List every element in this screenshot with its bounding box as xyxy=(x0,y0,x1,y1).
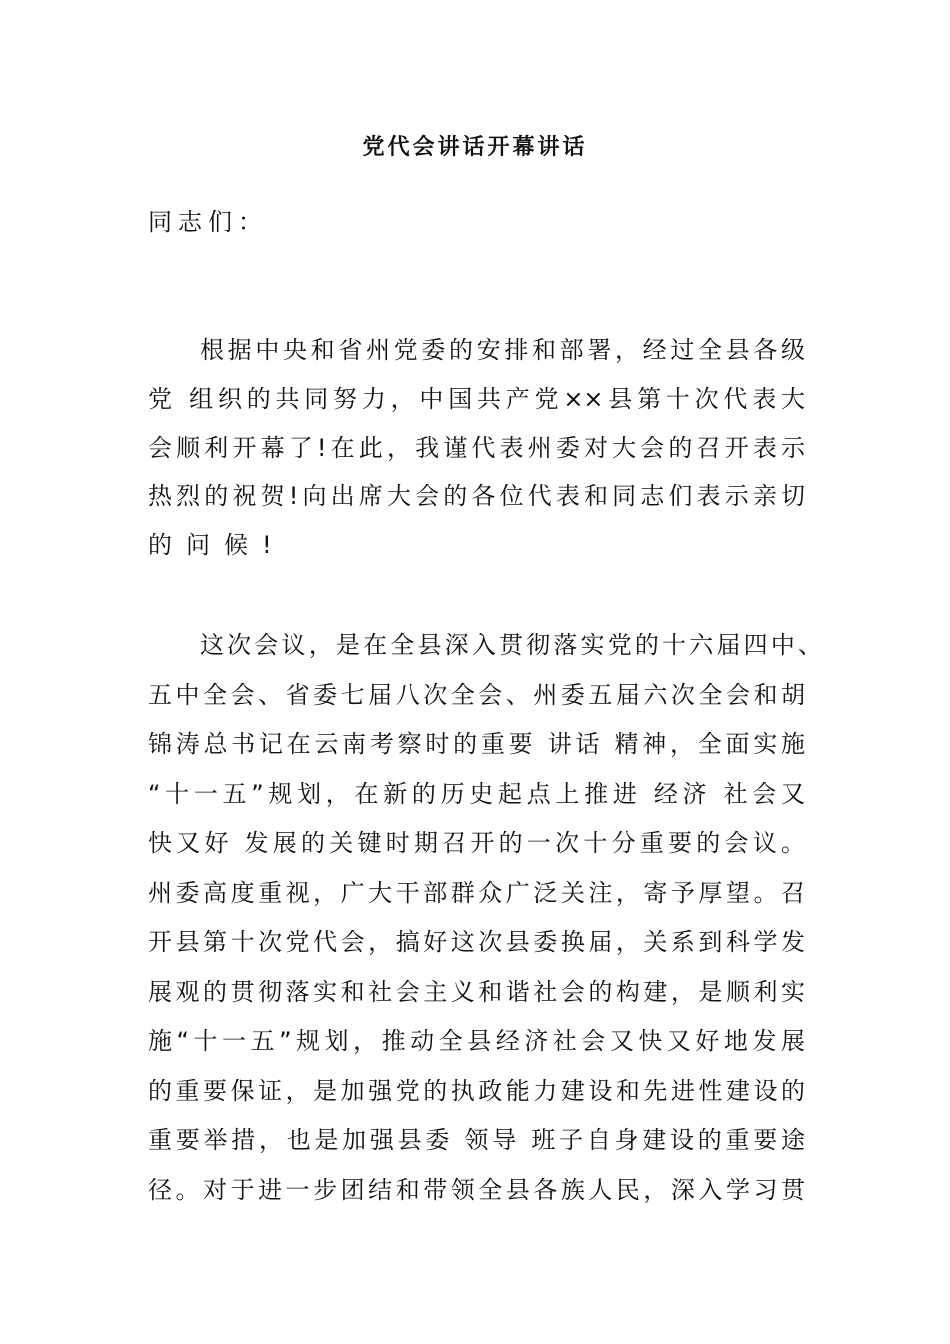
document-title: 党代会讲话开幕讲话 xyxy=(362,135,588,160)
text-line: 五中全会、省委七届八次全会、州委五届六次全会和胡 xyxy=(148,680,805,709)
paragraph-1 xyxy=(148,326,828,570)
text-line: 根据中央和省州党委的安排和部署，经过全县各级 xyxy=(200,336,805,364)
text-line: 重要举措，也是加强县委 领导 班子自身建设的重要途 xyxy=(148,1126,805,1154)
text-line: 这次会议，是在全县深入贯彻落实党的十六届四中、 xyxy=(200,631,822,659)
paragraph-2 xyxy=(148,621,828,1215)
text-line: 党 组织的共同努力，中国共产党××县第十次代表大 xyxy=(148,384,805,413)
greeting: 同志们： xyxy=(148,208,268,236)
text-line: 展观的贯彻落实和社会主义和谐社会的构建，是顺利实 xyxy=(148,977,805,1006)
text-line: 热烈的祝贺!向出席大会的各位代表和同志们表示亲切 xyxy=(148,482,805,511)
text-line: “十一五”规划，在新的历史起点上推进 经济 社会又 xyxy=(148,779,805,808)
text-line: 锦涛总书记在云南考察时的重要 讲话 精神，全面实施 xyxy=(148,730,805,758)
text-line: 快又好 发展的关键时期召开的一次十分重要的会议。 xyxy=(148,829,805,857)
text-line: 开县第十次党代会，搞好这次县委换届，关系到科学发 xyxy=(148,928,805,956)
text-line: 径。对于进一步团结和带领全县各族人民，深入学习贯 xyxy=(148,1175,805,1204)
text-line: 的重要保证，是加强党的执政能力建设和先进性建设的 xyxy=(148,1076,805,1105)
text-line: 施“十一五”规划，推动全县经济社会又快又好地发展 xyxy=(148,1027,805,1055)
text-line: 的问候! xyxy=(148,531,286,559)
text-line: 会顺利开幕了!在此，我谨代表州委对大会的召开表示 xyxy=(148,433,805,462)
text-line: 州委高度重视，广大干部群众广泛关注，寄予厚望。召 xyxy=(148,878,805,907)
